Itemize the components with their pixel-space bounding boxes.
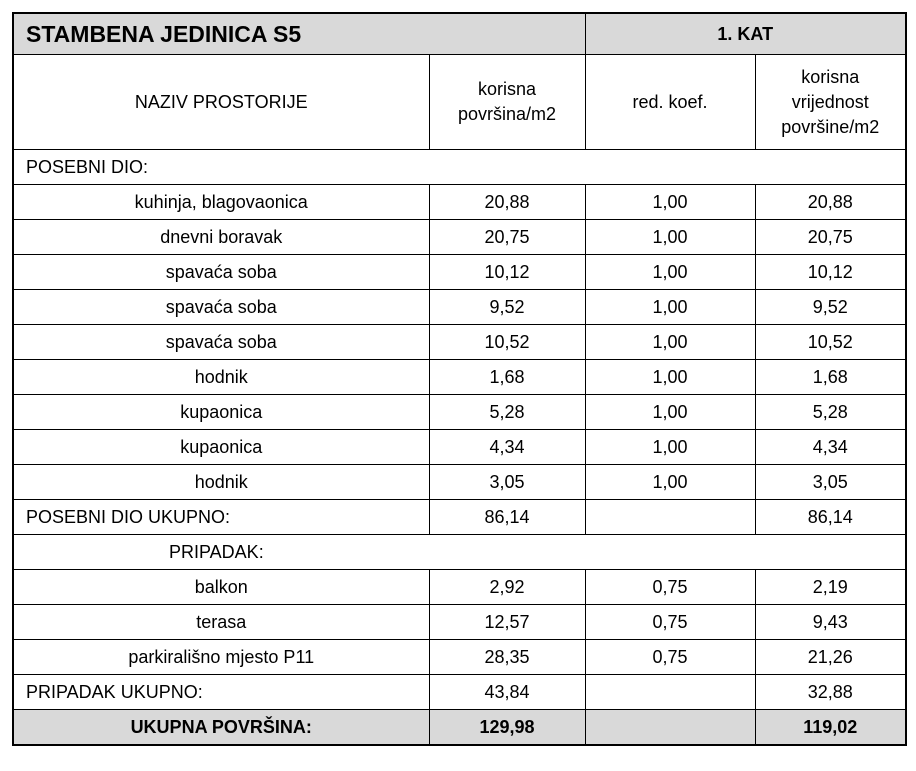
header-coef: red. koef. [585, 55, 755, 150]
total-coef [585, 675, 755, 710]
header-name: NAZIV PROSTORIJE [13, 55, 429, 150]
header-value: korisna vrijednost površine/m2 [755, 55, 906, 150]
room-name: spavaća soba [13, 255, 429, 290]
room-name: kuhinja, blagovaonica [13, 185, 429, 220]
table-row [13, 325, 906, 360]
room-name: dnevni boravak [13, 220, 429, 255]
posebni-total-row [13, 500, 906, 535]
room-coef: 1,00 [585, 325, 755, 360]
room-name: hodnik [13, 465, 429, 500]
room-value: 20,75 [755, 220, 906, 255]
table-row [13, 395, 906, 430]
room-coef: 1,00 [585, 360, 755, 395]
room-coef: 0,75 [585, 605, 755, 640]
room-area: 3,05 [429, 465, 585, 500]
room-coef: 1,00 [585, 465, 755, 500]
header-area: korisna površina/m2 [429, 55, 585, 150]
room-value: 9,43 [755, 605, 906, 640]
room-value: 21,26 [755, 640, 906, 675]
room-value: 4,34 [755, 430, 906, 465]
table-row [13, 255, 906, 290]
total-label: PRIPADAK UKUPNO: [13, 675, 429, 710]
room-value: 9,52 [755, 290, 906, 325]
total-label: POSEBNI DIO UKUPNO: [13, 500, 429, 535]
unit-title: STAMBENA JEDINICA S5 [13, 13, 585, 55]
room-value: 5,28 [755, 395, 906, 430]
room-area: 20,75 [429, 220, 585, 255]
room-area: 28,35 [429, 640, 585, 675]
room-coef: 1,00 [585, 255, 755, 290]
room-area: 20,88 [429, 185, 585, 220]
room-value: 20,88 [755, 185, 906, 220]
room-area: 10,12 [429, 255, 585, 290]
table-row [13, 605, 906, 640]
grand-total-area: 129,98 [429, 710, 585, 746]
floor-label: 1. KAT [585, 13, 906, 55]
room-value: 3,05 [755, 465, 906, 500]
total-value: 86,14 [755, 500, 906, 535]
table-row [13, 185, 906, 220]
pripadak-total-row [13, 675, 906, 710]
total-area: 43,84 [429, 675, 585, 710]
grand-total-coef [585, 710, 755, 746]
section-header [13, 535, 906, 570]
room-coef: 1,00 [585, 430, 755, 465]
total-area: 86,14 [429, 500, 585, 535]
room-area: 4,34 [429, 430, 585, 465]
posebni-label: POSEBNI DIO: [13, 150, 906, 185]
room-name: spavaća soba [13, 290, 429, 325]
room-name: hodnik [13, 360, 429, 395]
title-row [13, 13, 906, 55]
total-coef [585, 500, 755, 535]
room-value: 2,19 [755, 570, 906, 605]
table-row [13, 465, 906, 500]
room-area: 9,52 [429, 290, 585, 325]
table-row [13, 640, 906, 675]
pripadak-rows [13, 570, 906, 675]
room-name: spavaća soba [13, 325, 429, 360]
total-value: 32,88 [755, 675, 906, 710]
room-name: terasa [13, 605, 429, 640]
room-coef: 0,75 [585, 570, 755, 605]
pripadak-label: PRIPADAK: [13, 535, 906, 570]
header-row [13, 55, 906, 150]
table-row [13, 570, 906, 605]
room-coef: 1,00 [585, 220, 755, 255]
room-value: 10,12 [755, 255, 906, 290]
grand-total-value: 119,02 [755, 710, 906, 746]
room-name: kupaonica [13, 430, 429, 465]
room-area: 10,52 [429, 325, 585, 360]
room-coef: 1,00 [585, 185, 755, 220]
posebni-rows [13, 185, 906, 500]
room-coef: 0,75 [585, 640, 755, 675]
table-row [13, 220, 906, 255]
room-name: kupaonica [13, 395, 429, 430]
area-table [12, 12, 907, 746]
room-name: balkon [13, 570, 429, 605]
room-name: parkirališno mjesto P11 [13, 640, 429, 675]
room-area: 1,68 [429, 360, 585, 395]
table-row [13, 290, 906, 325]
section-header [13, 150, 906, 185]
grand-total-label: UKUPNA POVRŠINA: [13, 710, 429, 746]
room-coef: 1,00 [585, 395, 755, 430]
room-area: 2,92 [429, 570, 585, 605]
room-value: 10,52 [755, 325, 906, 360]
grand-total-row [13, 710, 906, 746]
room-area: 5,28 [429, 395, 585, 430]
room-coef: 1,00 [585, 290, 755, 325]
table-row [13, 360, 906, 395]
room-area: 12,57 [429, 605, 585, 640]
table-row [13, 430, 906, 465]
room-value: 1,68 [755, 360, 906, 395]
